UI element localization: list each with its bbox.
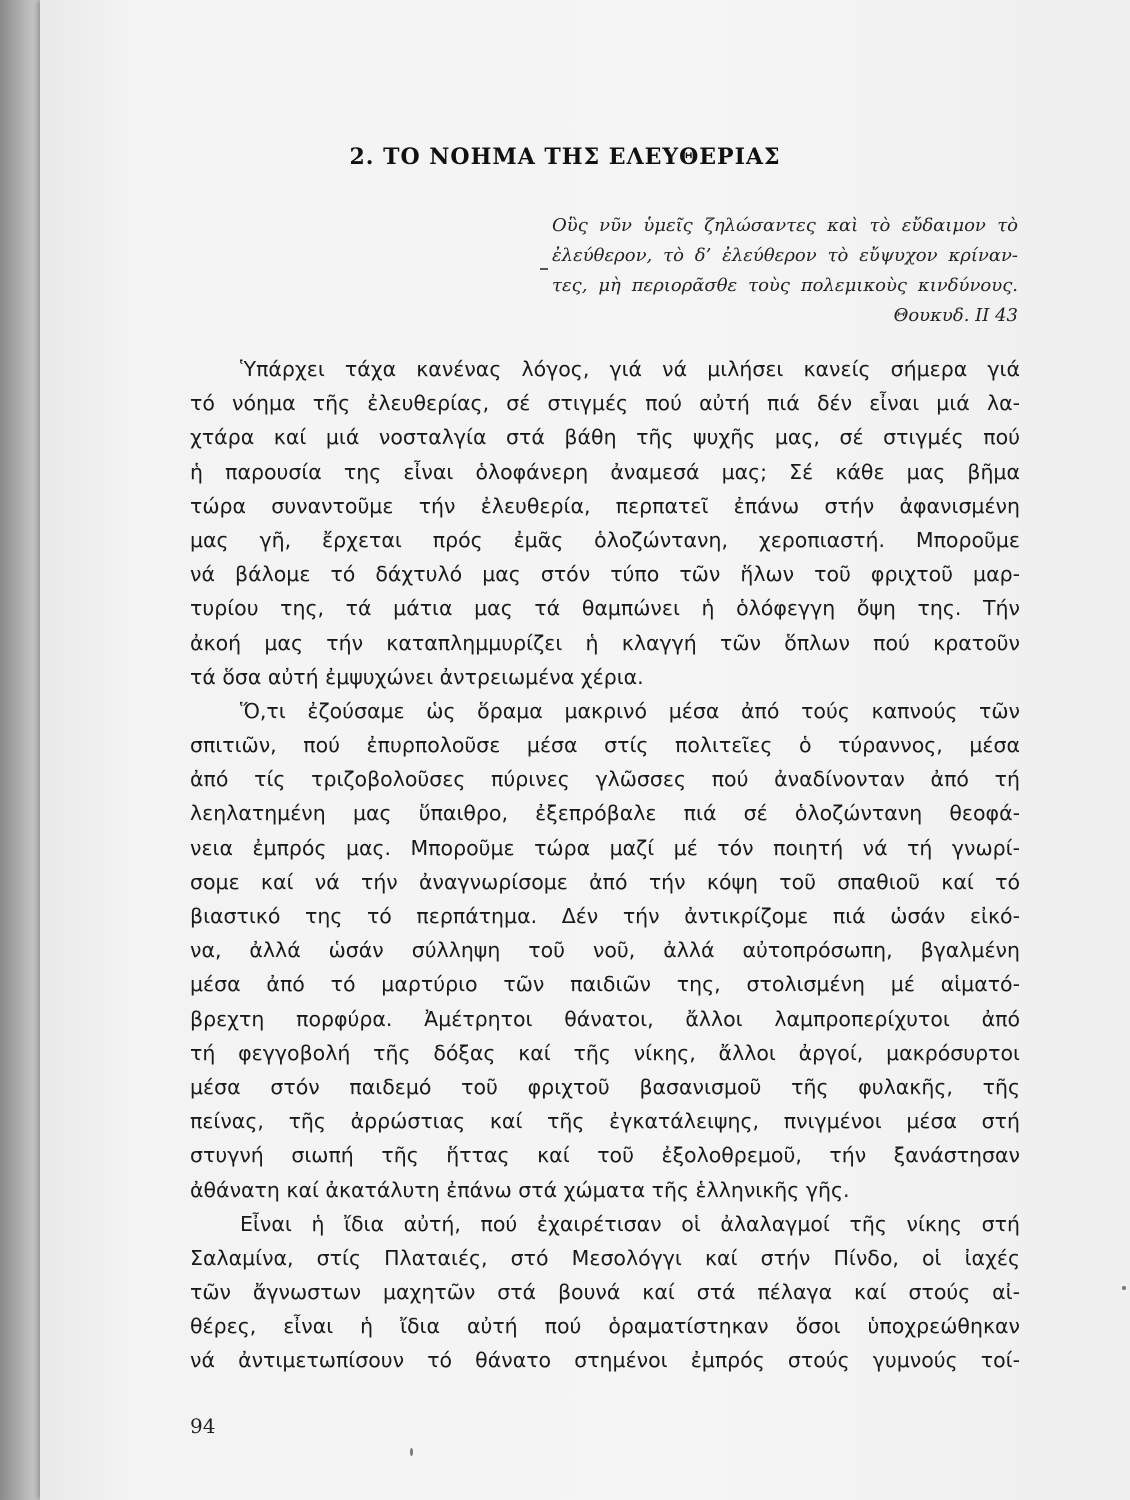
- text-line: θέρες, εἶναι ἡ ἴδια αὐτή πού ὁραματίστηκαν ὅσοι ὑποχρεώθηκαν: [190, 1314, 1020, 1339]
- text-line: νεια ἐμπρός μας. Μποροῦμε τώρα μαζί μέ τόν ποιητή νά τή γνωρί-: [190, 835, 1020, 860]
- text-line: τά ὅσα αὐτή ἐμψυχώνει ἀντρειωμένα χέρια.: [190, 664, 644, 689]
- scan-speck: [1122, 1286, 1126, 1290]
- text-line: τῶν ἄγνωστων μαχητῶν στά βουνά καί στά πέλαγα καί στούς αἰ-: [190, 1280, 1020, 1305]
- text-line: Σαλαμίνα, στίς Πλαταιές, στό Μεσολόγγι καί στήν Πίνδο, οἱ ἰαχές: [190, 1245, 1020, 1270]
- scan-speck: [410, 1448, 413, 1456]
- text-line: Εἶναι ἡ ἴδια αὐτή, πού ἐχαιρέτισαν οἱ ἀλαλαγμοί τῆς νίκης στή: [240, 1211, 1020, 1236]
- text-line: ἀκοή μας τήν καταπλημμυρίζει ἡ κλαγγή τῶν ὅπλων πού κρατοῦν: [190, 630, 1020, 655]
- epigraph-line: Οὓς νῦν ὑμεῖς ζηλώσαντες καὶ τὸ εὔδαιμον τὸ: [552, 215, 1018, 236]
- text-line: να, ἀλλά ὡσάν σύλληψη τοῦ νοῦ, ἀλλά αὐτοπρόσωπη, βγαλμένη: [190, 938, 1020, 963]
- epigraph-line: τες, μὴ περιορᾶσθε τοὺς πολεμικοὺς κινδύνους.: [552, 275, 1018, 296]
- margin-dash-mark: [540, 268, 548, 270]
- text-line: μέσα στόν παιδεμό τοῦ φριχτοῦ βασανισμοῦ τῆς φυλακῆς, τῆς: [190, 1074, 1020, 1099]
- text-line: νά ἀντιμετωπίσουν τό θάνατο στημένοι ἐμπρός στούς γυμνούς τοί-: [190, 1348, 1020, 1373]
- text-line: τυρίου της, τά μάτια μας τά θαμπώνει ἡ ὁλόφεγγη ὄψη της. Τήν: [190, 596, 1020, 621]
- chapter-title: 2. ΤΟ ΝΟΗΜΑ ΤΗΣ ΕΛΕΥΘΕΡΙΑΣ: [349, 144, 781, 170]
- text-line: τή φεγγοβολή τῆς δόξας καί τῆς νίκης, ἄλλοι ἀργοί, μακρόσυρτοι: [190, 1040, 1020, 1065]
- text-line: στυγνή σιωπή τῆς ἥττας καί τοῦ ἐξολοθρεμοῦ, τήν ξανάστησαν: [190, 1143, 1020, 1168]
- epigraph: [552, 211, 1018, 331]
- text-line: ἀθάνατη καί ἀκατάλυτη ἐπάνω στά χώματα τῆς ἑλληνικῆς γῆς.: [190, 1177, 850, 1202]
- book-gutter-shadow: [0, 0, 40, 1500]
- text-line: βιαστικό της τό περπάτημα. Δέν τήν ἀντικρίζομε πιά ὡσάν εἰκό-: [190, 904, 1020, 928]
- text-line: ἀπό τίς τριζοβολοῦσες πύρινες γλῶσσες πού ἀναδίνονταν ἀπό τή: [190, 767, 1020, 792]
- text-line: Ὑπάρχει τάχα κανένας λόγος, γιά νά μιλήσει κανείς σήμερα γιά: [240, 357, 1020, 381]
- text-line: λεηλατημένη μας ὕπαιθρο, ἐξεπρόβαλε πιά σέ ὁλοζώντανη θεοφά-: [190, 801, 1020, 826]
- body-text: [190, 352, 1020, 1378]
- text-line: Ὅ,τι ἐζούσαμε ὡς ὅραμα μακρινό μέσα ἀπό τούς καπνούς τῶν: [240, 698, 1020, 723]
- text-line: μας γῆ, ἔρχεται πρός ἐμᾶς ὁλοζώντανη, χεροπιαστή. Μποροῦμε: [190, 527, 1020, 552]
- text-line: νά βάλομε τό δάχτυλό μας στόν τύπο τῶν ἥλων τοῦ φριχτοῦ μαρ-: [190, 562, 1020, 587]
- text-line: σπιτιῶν, πού ἐπυρπολοῦσε μέσα στίς πολιτεῖες ὁ τύραννος, μέσα: [190, 733, 1020, 758]
- text-line: σομε καί νά τήν ἀναγνωρίσομε ἀπό τήν κόψη τοῦ σπαθιοῦ καί τό: [190, 869, 1020, 894]
- text-line: τό νόημα τῆς ἐλευθερίας, σέ στιγμές πού αὐτή πιά δέν εἶναι μιά λα-: [190, 391, 1020, 416]
- epigraph-line: ἐλεύθερον, τὸ δ’ ἐλεύθερον τὸ εὔψυχον κρίναν-: [552, 245, 1018, 266]
- text-line: τώρα συναντοῦμε τήν ἐλευθερία, περπατεῖ ἐπάνω στήν ἀφανισμένη: [190, 493, 1020, 518]
- text-line: ἡ παρουσία της εἶναι ὁλοφάνερη ἀναμεσά μας; Σέ κάθε μας βῆμα: [190, 459, 1020, 484]
- text-line: βρεχτη πορφύρα. Ἀμέτρητοι θάνατοι, ἄλλοι λαμπροπερίχυτοι ἀπό: [190, 1006, 1020, 1031]
- page-number: 94: [190, 1414, 216, 1438]
- text-line: μέσα ἀπό τό μαρτύριο τῶν παιδιῶν της, στολισμένη μέ αἱματό-: [190, 972, 1020, 997]
- text-line: χτάρα καί μιά νοσταλγία στά βάθη τῆς ψυχῆς μας, σέ στιγμές πού: [190, 425, 1020, 450]
- text-line: πείνας, τῆς ἀρρώστιας καί τῆς ἐγκατάλειψης, πνιγμένοι μέσα στή: [190, 1109, 1020, 1134]
- epigraph-source: Θουκυδ. II 43: [893, 305, 1018, 326]
